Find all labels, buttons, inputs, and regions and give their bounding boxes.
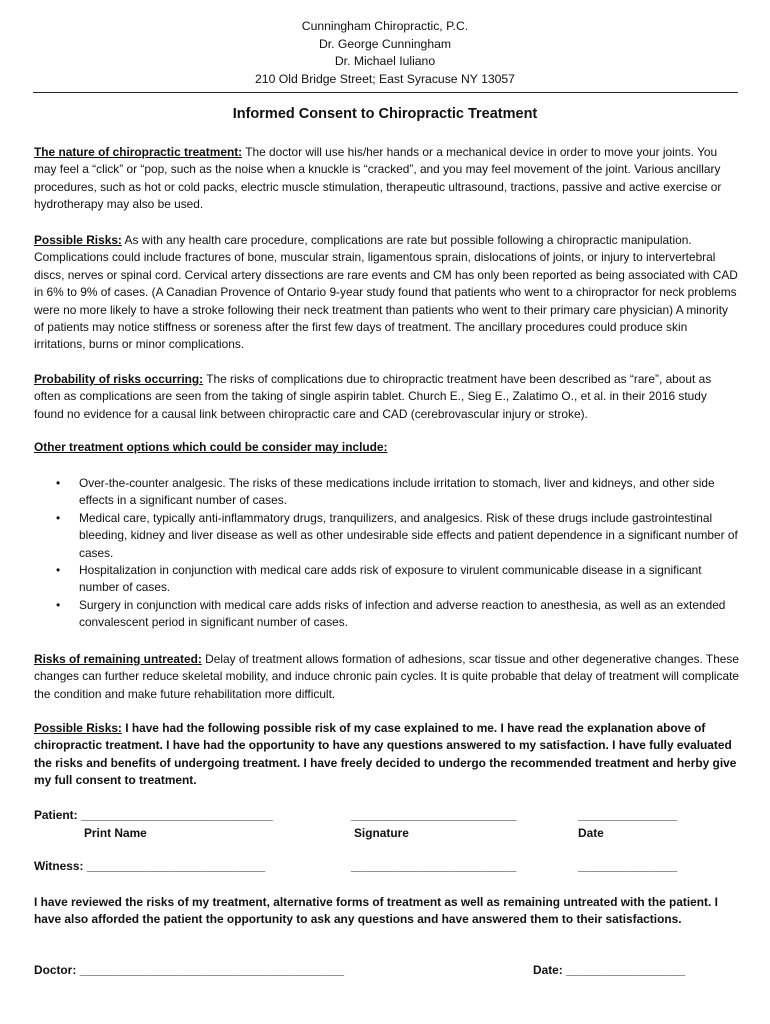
patient-signature-field[interactable]: _________________________ [351,808,517,822]
date-caption: Date [578,826,604,840]
list-item: • Over-the-counter analgesic. The risks of these medications include irritation to stomach, liver and kidneys, and other side effects in a significant number of cases. [34,475,739,510]
page-title: Informed Consent to Chiropractic Treatment [232,106,538,122]
list-item: • Medical care, typically anti-inflammatory drugs, tranquilizers, and analgesics. Risk of these drugs include gastrointestinal bleeding, kidney and liver disease as well as other undesirable side effects and patient dependence in a significant number of cases. [34,510,739,562]
nature-text: The doctor will use his/her hands or a mechanical device in order to move your joints. You may feel a “click” or “pop, such as the noise when a knuckle is “cracked”, and you may feel movement of the joint. Various ancillary procedures, such as hot or cold packs, electric muscle stimulation, therapeutic ultrasound, tractions, passive and active exercise or hydrotherapy may also be used. [34,145,722,212]
doctor-name-2: Dr. Michael Iuliano [334,54,436,68]
risks-label: Possible Risks: [34,233,122,247]
patient-date-field[interactable]: _______________ [578,808,678,822]
practice-name: Cunningham Chiropractic, P.C. [301,19,469,33]
consent-label: Possible Risks: [34,721,122,735]
nature-label: The nature of chiropractic treatment: [34,145,243,159]
print-name-caption: Print Name [84,826,147,840]
probability-section [34,371,739,423]
risks-section [34,232,739,354]
consent-section [34,720,739,790]
header-divider [33,92,738,93]
probability-label: Probability of risks occurring: [34,372,204,386]
doctor-date-field[interactable]: Date: __________________ [533,963,686,977]
remaining-text: Delay of treatment allows formation of adhesions, scar tissue and other degenerative changes. These changes can further reduce skeletal mobility, and induce chronic pain cycles. It is quite probable that delay of treatment will complicate the condition and make future rehabilitation more difficult. [34,652,740,701]
other-options-list [34,475,739,632]
witness-name-field[interactable]: Witness: ___________________________ [34,859,266,873]
doctor-statement: I have reviewed the risks of my treatment, alternative forms of treatment as well as remaining untreated with the patient. I have also afforded the patient the opportunity to ask any questions and have answered them to their satisfactions. [34,895,718,927]
list-item: • Surgery in conjunction with medical care adds risks of infection and adverse reaction to anesthesia, as well as an extended convalescent period in significant number of cases. [34,597,739,632]
other-options-label: Other treatment options which could be consider may include: [34,440,388,454]
witness-signature-field[interactable]: _________________________ [351,859,517,873]
witness-date-field[interactable]: _______________ [578,859,678,873]
doctor-name-1: Dr. George Cunningham [318,36,452,51]
remaining-label: Risks of remaining untreated: [34,652,202,666]
list-item: • Hospitalization in conjunction with medical care adds risk of exposure to virulent communicable disease in a significant number of cases. [34,562,739,597]
risks-text: As with any health care procedure, complications are rate but possible following a chiropractic manipulation. Complications could include fractures of bone, muscular strain, ligamentous sprain, dislocations of joints, or injury to intervertebral discs, nerves or spinal cord. Cervical artery dissections are rare events and CM has only been reported as being associated with CAD in 6% to 9% of cases. (A Canadian Provence of Ontario 9-year study found that patients who went to a chiropractor for neck problems were no more likely to have a stroke following their neck treatment than patients who went to their primary care physician) A minority of patients may notice stiffness or soreness after the first few days of treatment. The ancillary procedures could produce skin irritations, burns or minor complications. [34,233,738,352]
probability-text: The risks of complications due to chiropractic treatment have been described as “rare”, about as often as complications are seen from the taking of single aspirin tablet. Church E., Sieg E., Zalatimo O., et al. in their 2016 study found no evidence for a causal link between chiropractic care and CAD (cerebrovascular injury or stroke). [34,372,712,421]
remaining-section [34,651,739,703]
other-options-heading [34,439,739,456]
nature-section [34,144,739,214]
practice-address: 210 Old Bridge Street; East Syracuse NY 13057 [255,71,515,86]
signature-caption: Signature [354,826,409,840]
letterhead [0,18,770,88]
doctor-signature-field[interactable]: Doctor: ________________________________________ [34,963,345,977]
patient-name-field[interactable]: Patient: _____________________________ [34,808,273,822]
consent-text: I have had the following possible risk of my case explained to me. I have read the explanation above of chiropractic treatment. I have had the opportunity to have any questions answered to my satisfaction. I have fully evaluated the risks and benefits of undergoing treatment. I have freely decided to undergo the recommended treatment and herby give my full consent to treatment. [34,721,737,788]
